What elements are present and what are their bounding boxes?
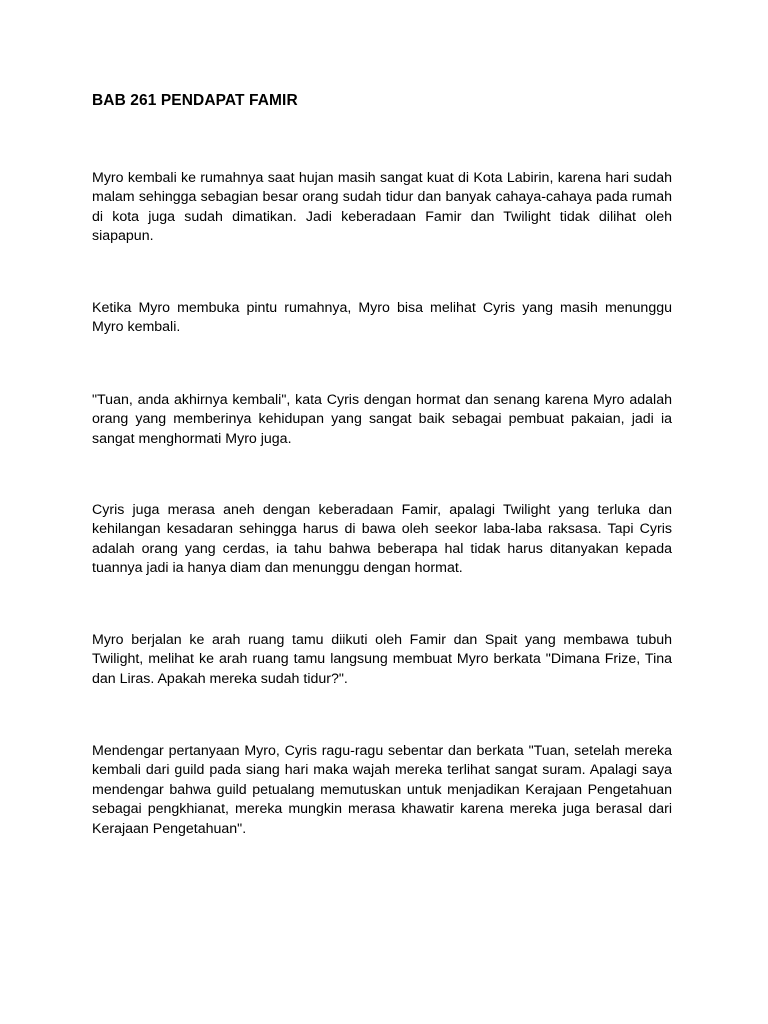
paragraph-6: Mendengar pertanyaan Myro, Cyris ragu-ragu sebentar dan berkata "Tuan, setelah mereka kembali dari guild pada siang hari maka wajah mereka terlihat sangat suram. Apalagi saya mendengar bahwa guild petualang memutuskan untuk menjadikan Kerajaan Pengetahuan sebagai pengkhianat, mereka mungkin merasa khawatir karena mereka juga berasal dari Kerajaan Pengetahuan". <box>92 743 672 837</box>
paragraph-2: Ketika Myro membuka pintu rumahnya, Myro bisa melihat Cyris yang masih menunggu Myro kembali. <box>92 300 672 336</box>
paragraph-4: Cyris juga merasa aneh dengan keberadaan Famir, apalagi Twilight yang terluka dan kehilangan kesadaran sehingga harus di bawa oleh seekor laba-laba raksasa. Tapi Cyris adalah orang yang cerdas, ia tahu bahwa beberapa hal tidak harus ditanyakan kepada tuannya jadi ia hanya diam dan menunggu dengan hormat. <box>92 502 672 577</box>
chapter-title: BAB 261 PENDAPAT FAMIR <box>92 92 298 109</box>
paragraph-5: Myro berjalan ke arah ruang tamu diikuti oleh Famir dan Spait yang membawa tubuh Twilight, melihat ke arah ruang tamu langsung membuat Myro berkata "Dimana Frize, Tina dan Liras. Apakah mereka sudah tidur?". <box>92 632 672 687</box>
paragraph-3: "Tuan, anda akhirnya kembali", kata Cyris dengan hormat dan senang karena Myro adalah orang yang memberinya kehidupan yang sangat baik sebagai pembuat pakaian, jadi ia sangat menghormati Myro juga. <box>92 392 672 447</box>
paragraph-1: Myro kembali ke rumahnya saat hujan masih sangat kuat di Kota Labirin, karena hari sudah malam sehingga sebagian besar orang sudah tidur dan banyak cahaya-cahaya pada rumah di kota juga sudah dimatikan. Jadi keberadaan Famir dan Twilight tidak dilihat oleh siapapun. <box>92 170 672 245</box>
